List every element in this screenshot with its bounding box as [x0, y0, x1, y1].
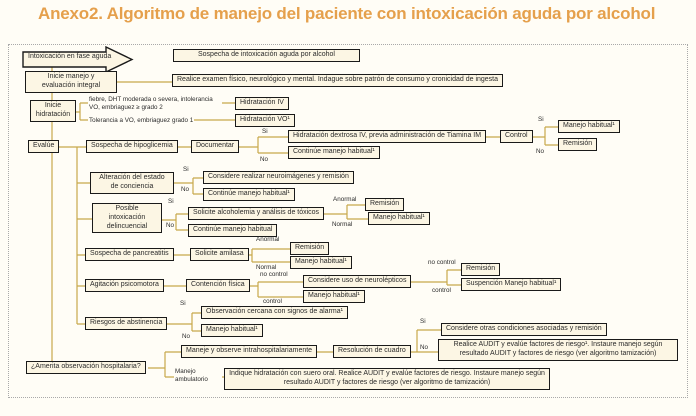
edge-label-control-contencion: control: [263, 298, 282, 305]
node-realice-audit: Realice AUDIT y evalúe factores de riesgo¹. Instaure manejo según resultado AUDIT y factores de riesgo (ver algoritmo tamización): [438, 339, 678, 361]
edge-label-no-alteracion: No: [181, 186, 190, 193]
node-remision-d: Remisión: [461, 263, 500, 276]
node-posible-intoxicacion: Posible intoxicación delincuencial: [92, 203, 162, 233]
edge-label-fiebre: fiebre, DHT moderada o severa, intolerancia VO, embriaguez ≥ grado 2: [88, 96, 222, 111]
node-continue-manejo-c: Continúe manejo habitual: [188, 224, 277, 237]
node-considere-neurolepticos: Considere uso de neurolépticos: [303, 275, 411, 288]
edge-label-no-documentar: No: [260, 156, 269, 163]
node-remision-b: Remisión: [365, 198, 404, 211]
edge-label-si-control: Si: [538, 116, 544, 123]
edge-label-anormal-amilasa: Anormal: [256, 236, 280, 243]
node-considere-otras: Considere otras condiciones asociadas y remisión: [441, 323, 607, 336]
node-considere-neuroimagenes: Considere realizar neuroimágenes y remisión: [203, 171, 354, 184]
edge-label-anormal-alcoholemia: Anormal: [333, 196, 357, 203]
node-manejo-habitual-c: Manejo habitual¹: [290, 256, 352, 269]
node-sospecha-pancreatitis: Sospecha de pancreatitis: [85, 248, 174, 261]
node-inicie-hidratacion: Inicie hidratación: [30, 100, 76, 122]
edge-label-si-alteracion: Si: [183, 166, 189, 173]
node-control: Control: [500, 130, 533, 143]
node-manejo-habitual-e: Manejo habitual¹: [201, 324, 263, 337]
node-evalue: Evalúe: [28, 140, 59, 153]
node-riesgos-abstinencia: Riesgos de abstinencia: [85, 317, 167, 330]
node-documentar: Documentar: [191, 140, 239, 153]
node-contencion-fisica: Contención física: [186, 279, 250, 292]
node-sospecha-intoxicacion: Sospecha de intoxicación aguda por alcohol: [173, 49, 360, 62]
start-arrow-label: Intoxicación en fase aguda: [28, 53, 112, 60]
node-amerita-observacion: ¿Amerita observación hospitalaria?: [26, 361, 146, 374]
node-manejo-habitual-b: Manejo habitual¹: [368, 212, 430, 225]
node-realice-examen: Realice examen físico, neurológico y mental. Indague sobre patrón de consumo y cronicidad de ingesta: [172, 74, 503, 87]
node-hidratacion-vo: Hidratación VO¹: [235, 114, 295, 127]
node-continue-manejo-b: Continúe manejo habitual¹: [203, 188, 295, 201]
edge-label-normal-amilasa: Normal: [256, 264, 277, 271]
edge-label-no-riesgos: No: [182, 333, 191, 340]
edge-label-si-posible: Si: [168, 198, 174, 205]
edge-label-tolerancia: Tolerancia a VO, embriaguez grado 1: [89, 117, 194, 124]
node-agitacion-psicomotora: Agitación psicomotora: [85, 279, 164, 292]
node-suspension-manejo: Suspención Manejo habitual¹: [461, 278, 561, 291]
edge-label-no-posible: No: [166, 222, 175, 229]
node-manejo-habitual-a: Manejo habitual¹: [558, 120, 620, 133]
node-remision-c: Remisión: [290, 242, 329, 255]
node-resolucion-cuadro: Resolución de cuadro: [333, 345, 411, 358]
edge-label-si-documentar: Si: [262, 128, 268, 135]
node-remision-a: Remisión: [558, 138, 597, 151]
node-maneje-observe: Maneje y observe intrahospitalariamente: [181, 345, 317, 358]
node-inicie-manejo: Inicie manejo y evaluación integral: [25, 71, 117, 93]
node-indique-hidratacion: Indique hidratación con suero oral. Realice AUDIT y evalúe factores de riesgo. Instaure manejo según resultado AUDIT y factores de riesgo (ver algoritmo de tamización): [224, 368, 550, 390]
edge-label-manejo-ambulatorio: Manejo ambulatorio: [174, 368, 222, 383]
node-solicite-alcoholemia: Solicite alcoholemia y análisis de tóxicos: [188, 207, 324, 220]
node-solicite-amilasa: Solicite amilasa: [190, 248, 249, 261]
edge-label-nocontrol-contencion: no control: [260, 271, 288, 278]
node-hidratacion-iv: Hidratación IV: [235, 97, 289, 110]
page-title: Anexo2. Algoritmo de manejo del paciente con intoxicación aguda por alcohol: [38, 4, 656, 23]
edge-label-control-neurolepticos: control: [432, 287, 451, 294]
node-hidratacion-dextrosa: Hidratación dextrosa IV, previa administración de Tiamina IM: [288, 130, 486, 143]
node-observacion-cercana: Observación cercana con signos de alarma¹: [201, 306, 348, 319]
edge-label-nocontrol-neurolepticos: no control: [428, 259, 456, 266]
edge-label-si-resolucion: Si: [420, 318, 426, 325]
node-manejo-habitual-d: Manejo habitual¹: [303, 290, 365, 303]
edge-label-si-riesgos: Si: [180, 300, 186, 307]
edge-label-no-control-box: No: [536, 148, 545, 155]
edge-label-no-resolucion: No: [420, 344, 429, 351]
node-continue-manejo-a: Continúe manejo habitual¹: [288, 146, 380, 159]
node-alteracion-conciencia: Alteración del estado de conciencia: [90, 172, 174, 194]
node-sospecha-hipoglicemia: Sospecha de hipoglicemia: [86, 140, 178, 153]
edge-label-normal-alcoholemia: Normal: [332, 221, 353, 228]
